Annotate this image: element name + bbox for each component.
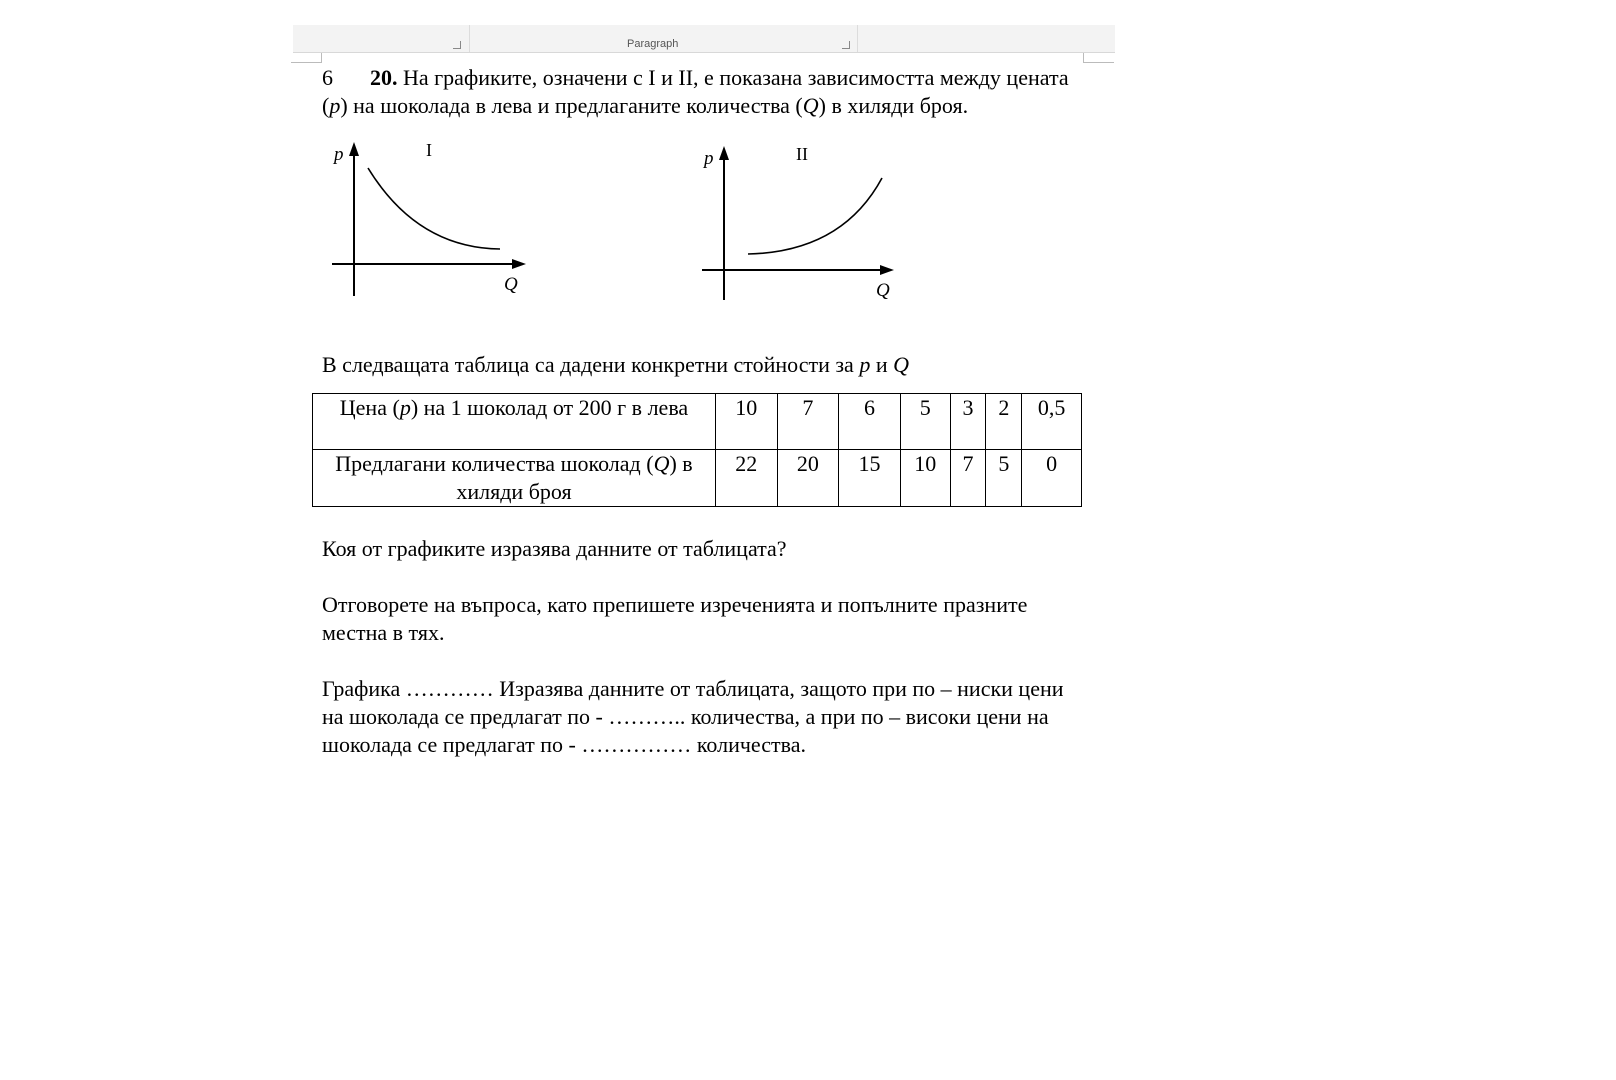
var-q: Q <box>893 352 909 377</box>
paragraph-group-label: Paragraph <box>627 38 679 50</box>
table-cell: 20 <box>777 450 839 507</box>
instruction-text: Отговорете на въпроса, като препишете изреченията и попълните празните местна в тях. <box>322 592 1028 645</box>
answer-text: Графика ………… Изразява данните от таблицата, защото при по – ниски цени на шоколада се предлагат по - ……….. количества, а при по – високи цени на шоколада се предлагат по - …………… количества. <box>322 676 1064 757</box>
document-body <box>322 64 1082 759</box>
graph-2-y-label: p <box>704 148 714 169</box>
graph-2 <box>692 126 912 341</box>
graph-2-y-arrow <box>719 146 729 160</box>
table-cell: 10 <box>900 450 950 507</box>
question-prompt: Коя от графиките изразява данните от таблицата? <box>322 536 787 561</box>
row-header-price: Цена (p) на 1 шоколад от 200 г в лева <box>313 394 716 450</box>
graph-2-x-arrow <box>880 265 894 275</box>
var-q: Q <box>802 93 819 118</box>
page-corner-mark-right <box>1083 53 1114 63</box>
graph-1-y-arrow <box>349 142 359 156</box>
page-corner-mark-left <box>291 53 322 63</box>
var-p: p <box>329 93 341 118</box>
table-intro-and: и <box>870 352 894 377</box>
table-cell: 7 <box>777 394 839 450</box>
row-header-quantity: Предлагани количества шоколад (Q) в хиляди броя <box>313 450 716 507</box>
table-cell: 7 <box>950 450 986 507</box>
question-text <box>322 64 1082 120</box>
table-cell: 0,5 <box>1022 394 1082 450</box>
table-cell: 6 <box>839 394 901 450</box>
question-number: 20. <box>370 65 398 90</box>
ribbon-strip <box>293 25 1115 53</box>
data-table <box>312 393 1082 507</box>
line-number: 6 <box>322 65 333 90</box>
graph-1 <box>322 126 542 341</box>
graph-1-label: I <box>426 140 432 160</box>
graph-1-curve <box>368 168 500 249</box>
graph-1-x-label: Q <box>504 274 518 295</box>
question-intro-1: На графиките, означени с I и II, е показана зависимостта между цената ( <box>322 65 1069 118</box>
question-intro-3: ) в хиляди броя. <box>818 93 969 118</box>
table-cell: 22 <box>715 450 777 507</box>
table-cell: 5 <box>986 450 1022 507</box>
graph-1-x-arrow <box>512 259 526 269</box>
table-cell: 0 <box>1022 450 1082 507</box>
table-intro <box>322 351 1082 379</box>
table-row-quantity <box>313 450 1082 507</box>
graph-2-curve <box>748 178 882 254</box>
graph-1-y-label: p <box>334 144 344 165</box>
font-group-launcher-icon[interactable] <box>453 41 461 49</box>
table-intro-text: В следващата таблица са дадени конкретни стойности за <box>322 352 860 377</box>
paragraph-group-launcher-icon[interactable] <box>842 41 850 49</box>
ribbon-divider <box>469 25 470 52</box>
table-cell: 10 <box>715 394 777 450</box>
question-intro-2: ) на шоколада в лева и предлаганите количества ( <box>340 93 803 118</box>
table-cell: 15 <box>839 450 901 507</box>
table-row-price <box>313 394 1082 450</box>
table-cell: 5 <box>900 394 950 450</box>
graphs-figure <box>322 126 1082 341</box>
graph-2-x-label: Q <box>876 280 890 301</box>
table-cell: 3 <box>950 394 986 450</box>
var-p: p <box>859 352 871 377</box>
graph-2-label: II <box>796 144 808 164</box>
table-cell: 2 <box>986 394 1022 450</box>
ribbon-divider <box>857 25 858 52</box>
